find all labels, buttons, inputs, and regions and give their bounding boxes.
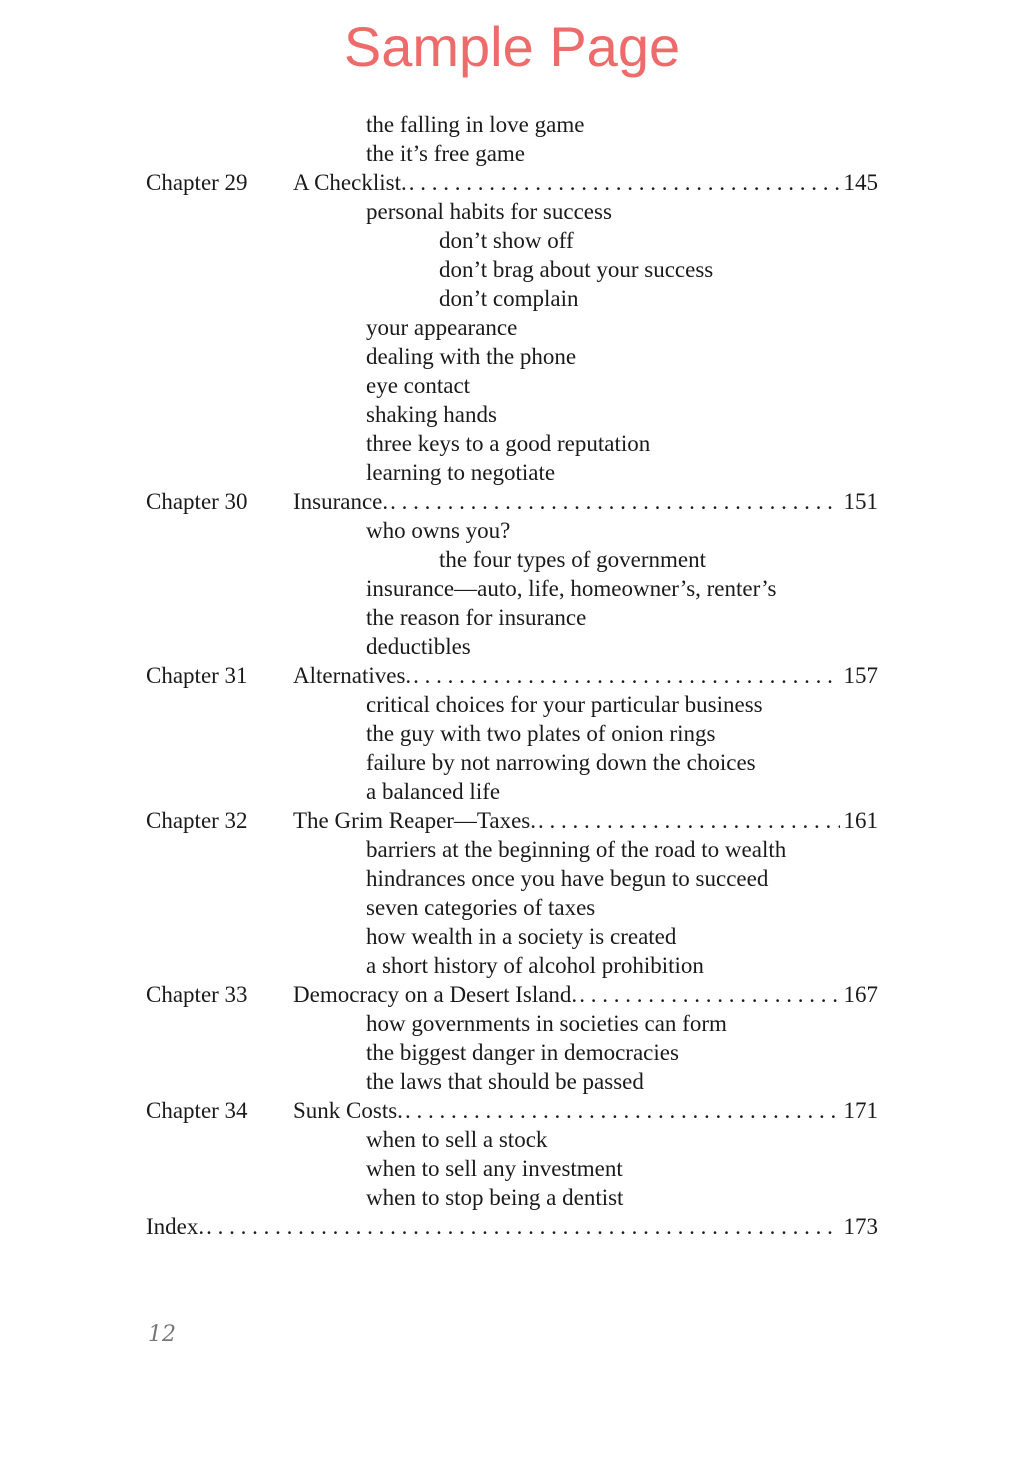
toc-topic-item	[146, 719, 878, 748]
topic-text: the biggest danger in democracies	[366, 1040, 679, 1065]
page-number: 12	[148, 1322, 176, 1347]
toc-topic-item	[146, 632, 878, 661]
dot-leader	[204, 1212, 839, 1241]
dot-leader	[577, 980, 839, 1009]
topic-text: the guy with two plates of onion rings	[366, 721, 716, 746]
topic-text: personal habits for success	[366, 199, 612, 224]
toc-chapter-entry	[146, 980, 878, 1009]
topic-text: when to stop being a dentist	[366, 1185, 624, 1210]
sample-page-watermark: Sample Page	[343, 15, 681, 78]
topic-text: when to sell any investment	[366, 1156, 623, 1181]
toc-topic-item	[146, 342, 878, 371]
topic-text: critical choices for your particular business	[366, 692, 763, 717]
toc-subtopic-item	[146, 284, 878, 313]
topic-text: when to sell a stock	[366, 1127, 548, 1152]
toc-topic-item	[146, 748, 878, 777]
dot-leader	[388, 487, 839, 516]
toc-topic-item	[146, 458, 878, 487]
chapter-title: Democracy on a Desert Island.	[293, 982, 578, 1007]
topic-text: learning to negotiate	[366, 460, 556, 485]
toc-chapter-entry	[146, 661, 878, 690]
chapter-title: A Checklist.	[293, 170, 407, 195]
toc-topic-item	[146, 1038, 878, 1067]
chapter-title: Index.	[146, 1214, 205, 1239]
toc-topic-item	[146, 429, 878, 458]
topic-text: a balanced life	[366, 779, 501, 804]
toc-topic-item	[146, 1125, 878, 1154]
topic-text: three keys to a good reputation	[366, 431, 651, 456]
topic-text: barriers at the beginning of the road to wealth	[366, 837, 787, 862]
topic-text: the four types of government	[439, 547, 706, 572]
page-ref: 167	[840, 980, 879, 1009]
chapter-label: Chapter 30	[146, 489, 248, 514]
toc-topic-item	[146, 603, 878, 632]
dot-leader	[403, 1096, 840, 1125]
page-ref: 171	[840, 1096, 879, 1125]
toc-subtopic-item	[146, 545, 878, 574]
topic-text: how governments in societies can form	[366, 1011, 727, 1036]
toc-topic-item	[146, 690, 878, 719]
dot-leader	[411, 661, 839, 690]
toc-topic-item	[146, 1009, 878, 1038]
topic-text: don’t brag about your success	[439, 257, 714, 282]
toc-chapter-entry	[146, 1096, 878, 1125]
topic-text: the it’s free game	[366, 141, 526, 166]
page-ref: 145	[840, 168, 879, 197]
chapter-title: Sunk Costs.	[293, 1098, 403, 1123]
chapter-title: Insurance.	[293, 489, 389, 514]
toc-index-entry	[146, 1212, 878, 1241]
toc-subtopic-item	[146, 226, 878, 255]
topic-text: eye contact	[366, 373, 471, 398]
topic-text: hindrances once you have begun to succeed	[366, 866, 769, 891]
topic-text: the reason for insurance	[366, 605, 587, 630]
topic-text: shaking hands	[366, 402, 497, 427]
page-ref: 151	[840, 487, 879, 516]
toc-topic-item	[146, 516, 878, 545]
chapter-label: Chapter 33	[146, 982, 248, 1007]
chapter-label: Chapter 34	[146, 1098, 248, 1123]
toc-subtopic-item	[146, 255, 878, 284]
toc-topic-item	[146, 777, 878, 806]
topic-text: a short history of alcohol prohibition	[366, 953, 704, 978]
topic-text: failure by not narrowing down the choices	[366, 750, 756, 775]
topic-text: dealing with the phone	[366, 344, 577, 369]
toc-topic-item	[146, 400, 878, 429]
dot-leader	[536, 806, 840, 835]
toc-topic-item	[146, 835, 878, 864]
chapter-label: Chapter 32	[146, 808, 248, 833]
toc-topic-item	[146, 1154, 878, 1183]
toc-topic-item	[146, 197, 878, 226]
topic-text: how wealth in a society is created	[366, 924, 677, 949]
toc-topic-item	[146, 110, 878, 139]
toc-topic-item	[146, 1067, 878, 1096]
toc-topic-item	[146, 139, 878, 168]
toc-topic-item	[146, 313, 878, 342]
toc-topic-item	[146, 371, 878, 400]
toc-topic-item	[146, 1183, 878, 1212]
page-ref: 157	[840, 661, 879, 690]
chapter-label: Chapter 29	[146, 170, 248, 195]
dot-leader	[407, 168, 840, 197]
topic-text: insurance—auto, life, homeowner’s, renter’s	[366, 576, 777, 601]
toc-topic-item	[146, 922, 878, 951]
topic-text: who owns you?	[366, 518, 511, 543]
topic-text: don’t complain	[439, 286, 579, 311]
chapter-title: Alternatives.	[293, 663, 412, 688]
toc-chapter-entry	[146, 806, 878, 835]
topic-text: your appearance	[366, 315, 518, 340]
topic-text: don’t show off	[439, 228, 574, 253]
toc-chapter-entry	[146, 487, 878, 516]
topic-text: the laws that should be passed	[366, 1069, 644, 1094]
topic-text: deductibles	[366, 634, 471, 659]
toc-topic-item	[146, 951, 878, 980]
toc-topic-item	[146, 893, 878, 922]
topic-text: seven categories of taxes	[366, 895, 596, 920]
table-of-contents	[146, 110, 878, 1241]
toc-chapter-entry	[146, 168, 878, 197]
page-ref: 173	[840, 1212, 879, 1241]
topic-text: the falling in love game	[366, 112, 585, 137]
chapter-label: Chapter 31	[146, 663, 248, 688]
toc-topic-item	[146, 574, 878, 603]
chapter-title: The Grim Reaper—Taxes.	[293, 808, 536, 833]
page-ref: 161	[840, 806, 879, 835]
toc-topic-item	[146, 864, 878, 893]
